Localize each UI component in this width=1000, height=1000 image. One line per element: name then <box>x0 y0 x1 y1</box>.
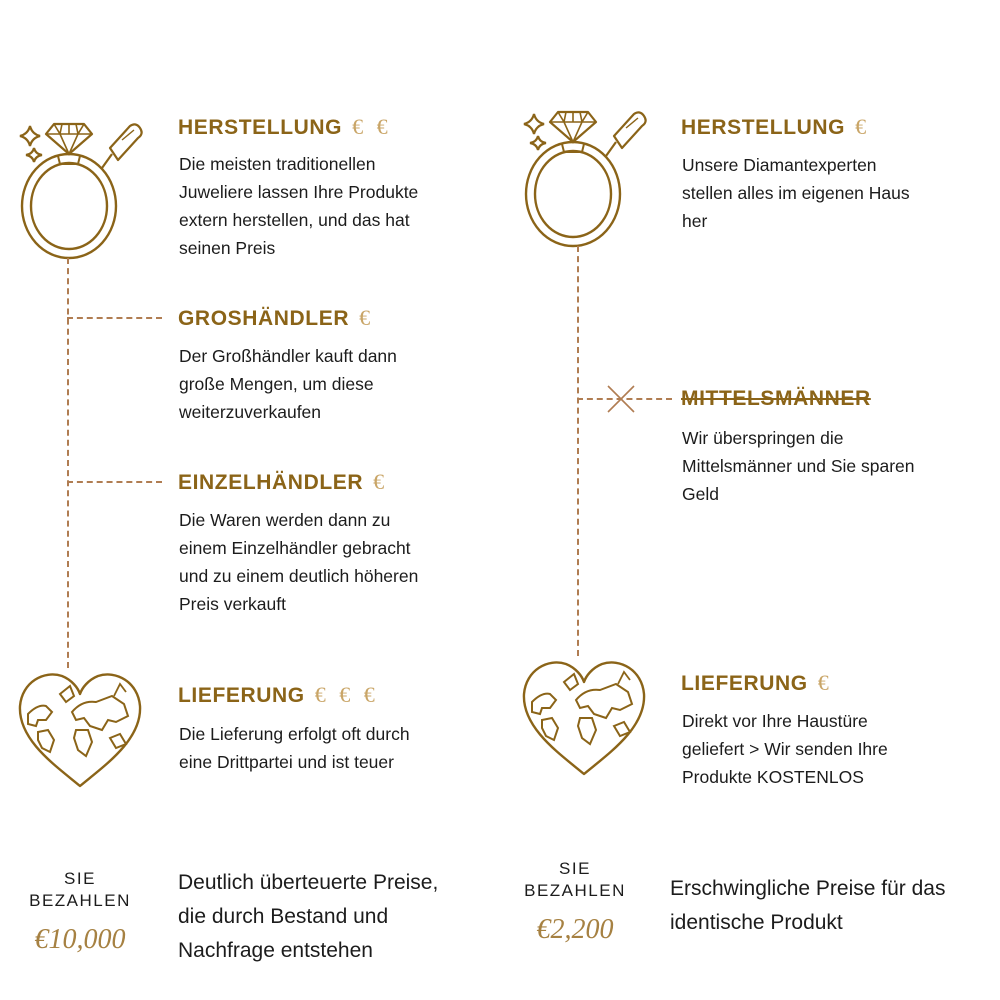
price-level: € <box>373 469 389 494</box>
pay-label: SIE BEZAHLEN <box>524 859 626 900</box>
step-title: LIEFERUNG € <box>681 670 833 695</box>
pay-description: Erschwingliche Preise für das identische Produkt <box>670 877 946 934</box>
step-description: Die Lieferung erfolgt oft durch eine Drittpartei und ist teuer <box>179 724 410 772</box>
step-description: Wir überspringen die Mittelsmänner und Sie sparen Geld <box>682 428 915 504</box>
price-level: € <box>359 305 375 330</box>
ring-icon <box>12 118 152 258</box>
heart-globe-icon <box>520 656 648 780</box>
step-title: HERSTELLUNG € € <box>178 114 392 139</box>
step-description: Direkt vor Ihre Haustüre geliefert > Wir senden Ihre Produkte KOSTENLOS <box>682 711 888 787</box>
price-value: €2,200 <box>536 914 614 945</box>
step-title: LIEFERUNG € € € <box>178 682 379 707</box>
price-level: € <box>855 114 871 139</box>
pay-description: Deutlich überteuerte Preise, die durch Bestand und Nachfrage entstehen <box>178 871 439 962</box>
price-level: € <box>817 670 833 695</box>
cross-icon <box>606 384 636 414</box>
timeline-branch <box>67 317 162 319</box>
price-level: € € € <box>314 682 379 707</box>
timeline-line <box>577 246 579 656</box>
timeline-branch <box>67 481 162 483</box>
ring-icon <box>516 106 656 246</box>
price-value: €10,000 <box>34 924 126 955</box>
timeline-line <box>67 258 69 668</box>
heart-globe-icon <box>16 668 144 792</box>
step-description: Der Großhändler kauft dann große Mengen, um diese weiterzuverkaufen <box>179 346 397 422</box>
price-level: € € <box>352 114 392 139</box>
step-title: GROSHÄNDLER € <box>178 305 375 330</box>
step-description: Die meisten traditionellen Juweliere lassen Ihre Produkte extern herstellen, und das hat seinen Preis <box>179 154 419 258</box>
step-title: HERSTELLUNG € <box>681 114 871 139</box>
step-title: EINZELHÄNDLER € <box>178 469 389 494</box>
step-description: Die Waren werden dann zu einem Einzelhändler gebracht und zu einem deutlich höheren Preis verkauft <box>179 510 419 614</box>
pay-label: SIE BEZAHLEN <box>29 869 131 910</box>
step-title: MITTELSMÄNNER <box>681 387 871 410</box>
step-description: Unsere Diamantexperten stellen alles im eigenen Haus her <box>682 155 910 231</box>
